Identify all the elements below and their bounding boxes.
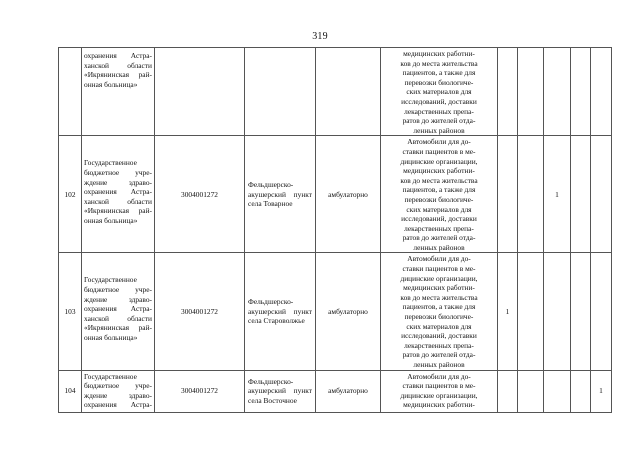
facility-line: Фельдшерско- (248, 180, 294, 190)
count-cell (571, 370, 591, 412)
purpose-line: дицинские организации, (400, 390, 478, 400)
purpose-line: ленных районов (413, 360, 465, 369)
organization-name (82, 253, 155, 370)
purpose-line: медицинских работни- (403, 166, 475, 176)
organization-code (155, 48, 245, 136)
facility-line: села Восточное (248, 395, 297, 405)
facility-line: Фельдшерско- (248, 376, 294, 386)
purpose-line: ских материалов для (406, 87, 472, 97)
table-row (59, 253, 612, 370)
count-cell: 1 (544, 136, 571, 253)
purpose-line: пациентов, а также для (402, 185, 476, 195)
row-number: 102 (59, 136, 82, 253)
purpose-line: исследований, доставки (401, 331, 477, 341)
purpose-line: ских материалов для (406, 204, 472, 214)
purpose-line: медицинских работни- (403, 400, 475, 410)
org-line: охранения Астра- (84, 400, 152, 410)
org-line: онная больница» (84, 79, 138, 89)
vehicle-purpose (381, 48, 498, 136)
purpose-line: ков до места жительства (400, 175, 478, 185)
facility-name (245, 48, 316, 136)
purpose-line: лекарственных препа- (404, 340, 474, 350)
facility-name (245, 253, 316, 370)
org-line: ханской области (84, 196, 152, 206)
org-line: охранения Астра- (84, 187, 152, 197)
facility-line: акушерский пункт (248, 306, 312, 316)
purpose-line: ленных районов (413, 125, 465, 135)
count-cell (498, 136, 518, 253)
count-cell: 1 (498, 253, 518, 370)
org-line: Государственное (84, 158, 137, 168)
purpose-line: перевозки биологиче- (404, 77, 474, 87)
purpose-line: перевозки биологиче- (404, 194, 474, 204)
table-row (59, 136, 612, 253)
org-line: охранения Астра- (84, 51, 152, 60)
purpose-line: Автомобили для до- (407, 371, 471, 381)
org-line: охранения Астра- (84, 304, 152, 314)
table-row (59, 48, 612, 136)
count-cell (498, 48, 518, 136)
facility-line: села Товарное (248, 199, 293, 209)
purpose-line: перевозки биологиче- (404, 312, 474, 322)
count-cell (544, 370, 571, 412)
purpose-line: пациентов, а также для (402, 302, 476, 312)
purpose-line: ков до места жительства (400, 58, 478, 68)
organization-code: 3004001272 (155, 136, 245, 253)
purpose-line: ратов до жителей отда- (402, 116, 476, 126)
vehicle-register-table (58, 47, 612, 413)
organization-code: 3004001272 (155, 370, 245, 412)
organization-name (82, 370, 155, 412)
org-line: бюджетное учре- (84, 167, 152, 177)
count-cell (571, 136, 591, 253)
purpose-line: Автомобили для до- (407, 254, 471, 264)
row-number: 104 (59, 370, 82, 412)
count-cell (591, 48, 612, 136)
org-line: Государственное (84, 371, 137, 381)
org-line: бюджетное учре- (84, 285, 152, 295)
count-cell (544, 48, 571, 136)
count-cell (518, 370, 544, 412)
table-row (59, 370, 612, 412)
organization-name (82, 136, 155, 253)
count-cell (498, 370, 518, 412)
purpose-line: ков до места жительства (400, 292, 478, 302)
facility-line: акушерский пункт (248, 189, 312, 199)
org-line: «Икрянинская рай- (84, 206, 152, 216)
purpose-line: ставки пациентов в ме- (402, 146, 476, 156)
count-cell (571, 48, 591, 136)
care-type: амбулаторно (316, 370, 381, 412)
org-line: ждение здраво- (84, 294, 152, 304)
purpose-line: ставки пациентов в ме- (402, 381, 476, 391)
purpose-line: ратов до жителей отда- (402, 350, 476, 360)
organization-name (82, 48, 155, 136)
row-number: 103 (59, 253, 82, 370)
organization-code: 3004001272 (155, 253, 245, 370)
count-cell (518, 253, 544, 370)
facility-name (245, 370, 316, 412)
count-cell: 1 (591, 370, 612, 412)
org-line: «Икрянинская рай- (84, 70, 152, 80)
vehicle-purpose (381, 253, 498, 370)
purpose-line: пациентов, а также для (402, 68, 476, 78)
vehicle-purpose (381, 136, 498, 253)
purpose-line: ских материалов для (406, 321, 472, 331)
purpose-line: медицинских работни- (403, 49, 475, 58)
count-cell (518, 48, 544, 136)
purpose-line: дицинские организации, (400, 156, 478, 166)
purpose-line: ленных районов (413, 242, 465, 252)
org-line: ждение здраво- (84, 177, 152, 187)
care-type: амбулаторно (316, 253, 381, 370)
facility-line: Фельдшерско- (248, 297, 294, 307)
purpose-line: Автомобили для до- (407, 137, 471, 147)
org-line: Государственное (84, 275, 137, 285)
org-line: «Икрянинская рай- (84, 323, 152, 333)
org-line: онная больница» (84, 333, 138, 343)
facility-line: акушерский пункт (248, 386, 312, 396)
purpose-line: ставки пациентов в ме- (402, 264, 476, 274)
purpose-line: лекарственных препа- (404, 223, 474, 233)
org-line: ждение здраво- (84, 390, 152, 400)
purpose-line: исследований, доставки (401, 214, 477, 224)
page-number: 319 (312, 31, 328, 42)
purpose-line: лекарственных препа- (404, 106, 474, 116)
count-cell (571, 253, 591, 370)
org-line: ханской области (84, 313, 152, 323)
purpose-line: ратов до жителей отда- (402, 233, 476, 243)
count-cell (518, 136, 544, 253)
count-cell (591, 253, 612, 370)
org-line: бюджетное учре- (84, 381, 152, 391)
care-type (316, 48, 381, 136)
org-line: онная больница» (84, 215, 138, 225)
purpose-line: дицинские организации, (400, 273, 478, 283)
count-cell (544, 253, 571, 370)
vehicle-purpose (381, 370, 498, 412)
purpose-line: медицинских работни- (403, 283, 475, 293)
org-line: ханской области (84, 60, 152, 70)
purpose-line: исследований, доставки (401, 96, 477, 106)
care-type: амбулаторно (316, 136, 381, 253)
facility-name (245, 136, 316, 253)
facility-line: села Староволжье (248, 316, 305, 326)
count-cell (591, 136, 612, 253)
row-number (59, 48, 82, 136)
